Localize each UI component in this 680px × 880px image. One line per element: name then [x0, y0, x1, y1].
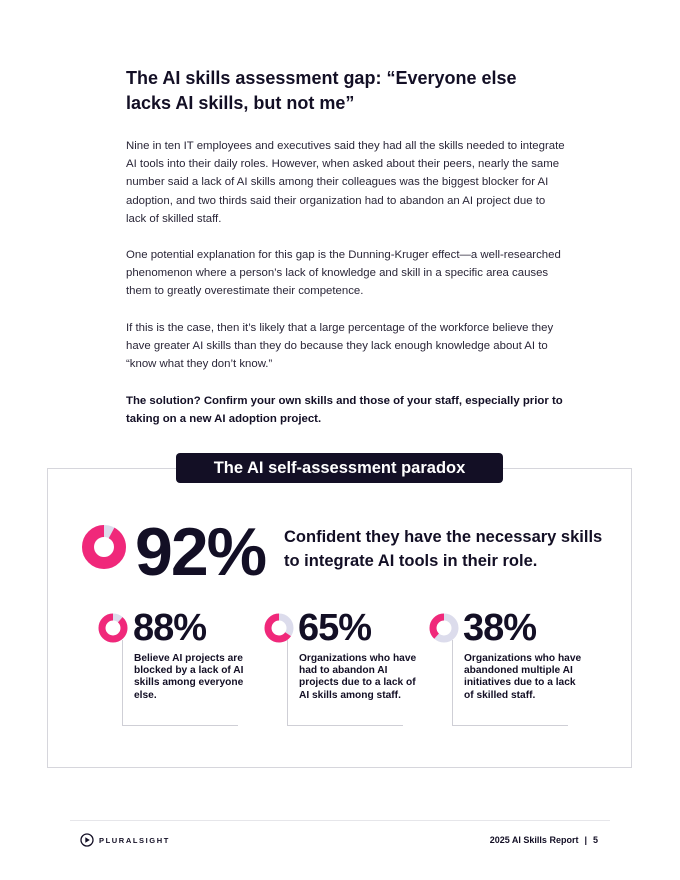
footer-report-info: [490, 835, 598, 845]
stat-38-description: Organizations who have abandoned multiple AI initiatives due to a lack of skilled staff.: [464, 653, 582, 701]
stat-88-description: Believe AI projects are blocked by a lack of AI skills among everyone else.: [134, 653, 244, 701]
stat-38-divider: [452, 640, 453, 725]
stat-38-underline: [452, 725, 568, 726]
stat-65-underline: [287, 725, 403, 726]
donut-88-icon: [97, 612, 129, 644]
page-heading: The AI skills assessment gap: “Everyone else lacks AI skills, but not me”: [126, 68, 517, 113]
stat-65-description: Organizations who have had to abandon AI projects due to a lack of AI skills among staff.: [299, 653, 417, 701]
footer-divider: [70, 820, 610, 821]
solution-paragraph: The solution? Confirm your own skills and those of your staff, especially prior to taking on a new AI adoption project.: [126, 395, 563, 426]
headline-stat-value: 92%: [135, 514, 266, 590]
report-title: 2025 AI Skills Report: [489, 835, 579, 845]
footer-separator: |: [584, 835, 587, 845]
headline-stat-description: Confident they have the necessary skills to integrate AI tools in their role.: [284, 528, 603, 570]
pluralsight-play-icon: [80, 833, 94, 847]
donut-65-icon: [263, 612, 295, 644]
workforce-paragraph: If this is the case, then it’s likely that a large percentage of the workforce believe they have greater AI skills than they do because they lack enough knowledge about AI to “know what they don’t know.”: [126, 322, 554, 371]
pluralsight-logo: [80, 833, 170, 847]
brand-name: PLURALSIGHT: [99, 835, 170, 845]
donut-38-icon: [428, 612, 460, 644]
stat-65-divider: [287, 640, 288, 725]
page-number: 5: [592, 835, 598, 845]
stat-65-value: 65%: [298, 607, 372, 649]
stat-88-underline: [122, 725, 238, 726]
intro-paragraph: Nine in ten IT employees and executives said they had all the skills needed to integrate AI tools into their daily roles. However, when asked about their peers, nearly the same number said a lack of AI skills among their colleagues was the biggest blocker for AI adoption, and two thirds said their organization had to abandon an AI project due to lack of skilled staff.: [126, 140, 565, 225]
stat-88-divider: [122, 640, 123, 725]
panel-title: The AI self-assessment paradox: [176, 453, 503, 483]
donut-92-icon: [80, 523, 128, 571]
dunning-kruger-paragraph: One potential explanation for this gap is the Dunning-Kruger effect—a well-researched phenomenon where a person’s lack of knowledge and skill in a specific area causes them to greatly overestimate their competence.: [126, 249, 561, 298]
donut-arc: [88, 531, 120, 563]
stat-38-value: 38%: [463, 607, 537, 649]
stat-88-value: 88%: [133, 607, 207, 649]
donut-arc: [102, 617, 124, 639]
